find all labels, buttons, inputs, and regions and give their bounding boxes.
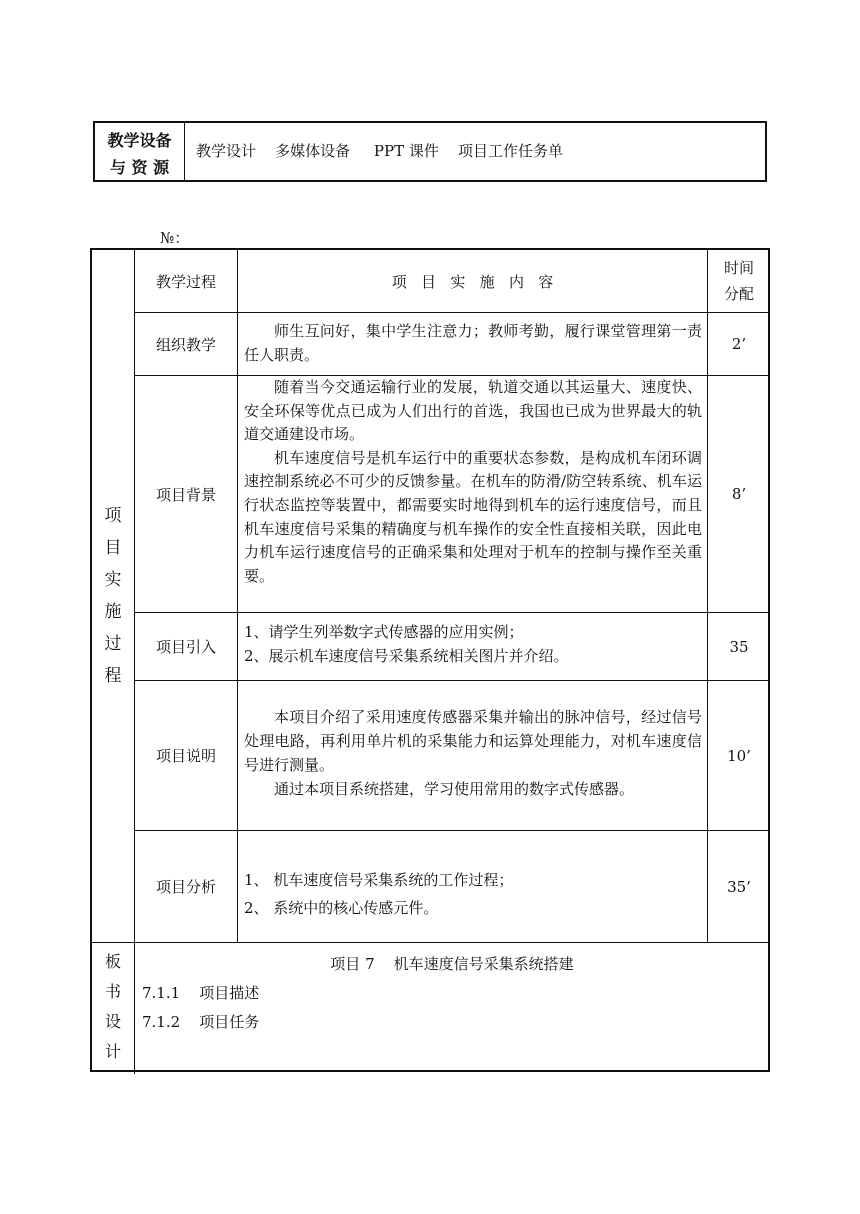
side-char: 实 bbox=[104, 570, 122, 590]
process-table bbox=[90, 248, 770, 1072]
side-char: 目 bbox=[104, 538, 122, 558]
board-side-char: 计 bbox=[104, 1042, 121, 1061]
board-content bbox=[142, 950, 762, 1060]
row-content bbox=[244, 620, 702, 676]
row-name: 项目分析 bbox=[155, 878, 216, 896]
row-line: 1、 机车速度信号采集系统的工作过程； bbox=[244, 871, 514, 889]
row-content bbox=[244, 376, 702, 612]
side-char: 过 bbox=[104, 634, 122, 654]
board-side-char: 板 bbox=[104, 952, 121, 971]
row-content bbox=[244, 866, 702, 922]
row-name: 组织教学 bbox=[155, 335, 216, 354]
row-time: 8’ bbox=[731, 485, 747, 503]
board-side-char: 书 bbox=[104, 982, 121, 1001]
side-char: 施 bbox=[104, 602, 122, 622]
row-paragraph: 机车速度信号是机车运行中的重要状态参数，是构成机车闭环调速控制系统必不可少的反馈参量。在机车的防滑/防空转系统、机车运行状态监控等装置中，都需要实时地得到机车的运行速度信号，而且机车速度信号采集的精确度与机车操作的安全性直接相关联，因此电力机车运行速度信号的正确采集和处理对于机车的控制与操作至关重要。 bbox=[244, 448, 702, 585]
process-side-label bbox=[92, 250, 134, 942]
resources-value: 教学设计 多媒体设备 PPT 课件 项目工作任务单 bbox=[196, 142, 563, 160]
row-paragraph: 本项目介绍了采用速度传感器采集并输出的脉冲信号，经过信号处理电路，再利用单片机的采集能力和运算处理能力，对机车速度信号进行测量。 bbox=[244, 708, 702, 774]
number-label: №： bbox=[160, 229, 190, 247]
header-time-line2: 分配 bbox=[723, 285, 754, 303]
board-title: 项目 7 机车速度信号采集系统搭建 bbox=[330, 955, 574, 973]
row-time: 35 bbox=[729, 637, 749, 656]
header-content: 项 目 实 施 内 容 bbox=[391, 272, 554, 291]
row-paragraph: 通过本项目系统搭建，学习使用常用的数字式传感器。 bbox=[274, 780, 635, 798]
board-item: 7.1.1 项目描述 bbox=[142, 984, 260, 1002]
board-side-char: 设 bbox=[104, 1012, 121, 1031]
resources-label-line2: 与 资 源 bbox=[109, 158, 170, 177]
row-name: 项目背景 bbox=[155, 485, 216, 504]
row-time: 10’ bbox=[727, 746, 751, 765]
header-time bbox=[708, 250, 770, 312]
row-paragraph: 随着当今交通运输行业的发展，轨道交通以其运量大、速度快、安全环保等优点已成为人们出行的首选，我国也已成为世界最大的轨道交通建设市场。 bbox=[244, 378, 702, 444]
resources-label bbox=[95, 123, 185, 180]
row-time: 2’ bbox=[731, 335, 747, 353]
side-char: 程 bbox=[104, 666, 122, 686]
row-paragraph: 师生互问好，集中学生注意力；教师考勤，履行课堂管理第一责任人职责。 bbox=[244, 322, 702, 364]
row-content bbox=[244, 705, 702, 815]
resources-table bbox=[93, 121, 767, 182]
row-time: 35’ bbox=[727, 877, 751, 896]
resources-label-line1: 教学设备 bbox=[107, 131, 172, 150]
side-char: 项 bbox=[104, 506, 122, 526]
board-side-label bbox=[92, 943, 134, 1071]
row-line: 2、展示机车速度信号采集系统相关图片并介绍。 bbox=[244, 647, 569, 665]
row-name: 项目引入 bbox=[155, 638, 216, 656]
header-process: 教学过程 bbox=[155, 272, 216, 291]
row-line: 2、 系统中的核心传感元件。 bbox=[244, 899, 439, 917]
row-line: 1、请学生列举数字式传感器的应用实例； bbox=[244, 623, 524, 641]
row-content bbox=[244, 319, 702, 375]
header-time-line1: 时间 bbox=[723, 259, 754, 277]
board-item: 7.1.2 项目任务 bbox=[142, 1013, 260, 1031]
row-name: 项目说明 bbox=[155, 747, 216, 765]
